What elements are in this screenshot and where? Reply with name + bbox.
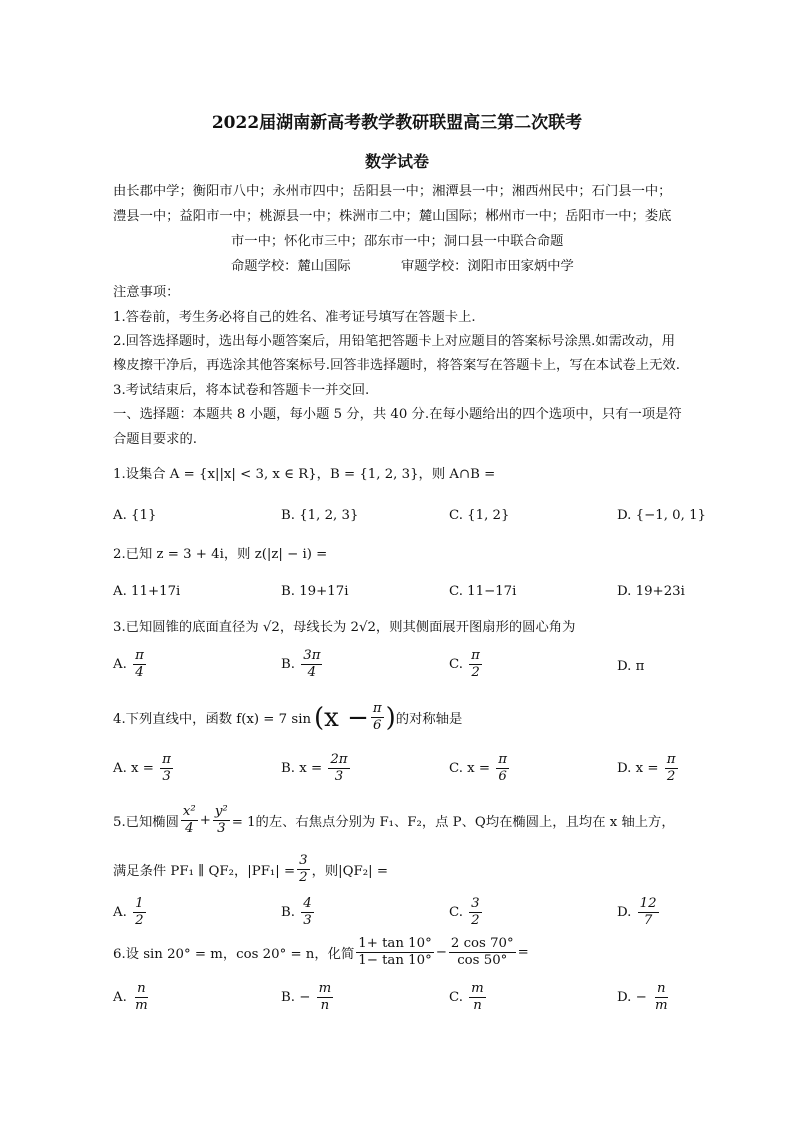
denominator: 3 <box>303 913 312 928</box>
q4-option-c <box>449 752 511 785</box>
fraction <box>160 752 173 785</box>
numerator: 3 <box>299 853 308 868</box>
numerator: π <box>162 752 171 767</box>
option-label: B. <box>281 905 295 920</box>
q5-stem-pre: 5.已知椭圆 <box>113 815 179 830</box>
q4-stem-pre: 4.下列直线中，函数 f(x) = 7 sin <box>113 712 312 727</box>
denominator: n <box>320 998 330 1013</box>
fraction <box>469 648 482 681</box>
numerator: 12 <box>639 896 657 911</box>
proposer-school: 命题学校：麓山国际 <box>231 259 351 274</box>
option-label: A. <box>113 657 127 672</box>
denominator: 6 <box>373 718 382 733</box>
denominator: 2 <box>471 913 480 928</box>
fraction <box>638 896 659 929</box>
denominator: 7 <box>643 913 653 928</box>
q2-option-d: D. 19+23i <box>617 584 685 599</box>
option-label: B. x = <box>281 761 323 776</box>
denominator: 2 <box>299 870 308 885</box>
fraction <box>181 804 198 837</box>
q5-option-d <box>617 896 661 929</box>
q1-stem: 1.设集合 A = {x||x| < 3, x ∈ R}，B = {1, 2, 3}，则 A∩B = <box>113 467 496 482</box>
fraction <box>469 896 481 929</box>
option-label: D. x = <box>617 761 659 776</box>
fraction <box>371 701 384 734</box>
q2-option-c: C. 11−17i <box>449 584 517 599</box>
fraction <box>213 804 230 837</box>
numerator: 3 <box>471 896 480 911</box>
option-label: C. <box>449 905 463 920</box>
section-1-line-2: 合题目要求的. <box>113 432 198 447</box>
q5-option-a <box>113 896 148 929</box>
schools-line-1: 由长郡中学；衡阳市八中；永州市四中；岳阳县一中；湘潭县一中；湘西州民中；石门县一中； <box>113 184 672 199</box>
denominator: 4 <box>135 665 144 680</box>
fraction <box>653 981 670 1014</box>
q6-option-c <box>449 981 488 1014</box>
q4-stem-paren-open: (x − <box>314 702 369 733</box>
q1-option-c: C. {1, 2} <box>449 508 510 523</box>
numerator: x² <box>182 804 196 819</box>
option-label: D. − <box>617 990 647 1005</box>
fraction <box>469 981 486 1014</box>
fraction <box>297 853 309 886</box>
option-label: C. x = <box>449 761 491 776</box>
denominator: 3 <box>162 769 171 784</box>
fraction <box>301 896 313 929</box>
denominator: 4 <box>307 665 317 680</box>
q4-stem <box>113 701 462 734</box>
option-label: A. <box>113 990 127 1005</box>
reviewer-school: 审题学校：浏阳市田家炳中学 <box>401 259 574 274</box>
numerator: π <box>498 752 508 767</box>
denominator: cos 50° <box>457 953 508 968</box>
q2-option-a: A. 11+17i <box>113 584 181 599</box>
numerator: 4 <box>303 896 312 911</box>
section-1-line-1: 一、选择题：本题共 8 小题，每小题 5 分，共 40 分.在每小题给出的四个选项中，只有一项是符 <box>113 407 682 422</box>
denominator: 4 <box>185 821 194 836</box>
q6-stem-pre: 6.设 sin 20° = m，cos 20° = n，化简 <box>113 947 355 962</box>
exam-subtitle: 数学试卷 <box>364 152 429 171</box>
q3-option-d: D. π <box>617 659 645 674</box>
q1-option-b: B. {1, 2, 3} <box>281 508 359 523</box>
q5-option-c <box>449 896 484 929</box>
option-label: C. <box>449 990 463 1005</box>
numerator: n <box>137 981 146 996</box>
q6-stem <box>113 936 529 969</box>
q3-option-c <box>449 648 484 681</box>
q6-option-d <box>617 981 672 1014</box>
denominator: 3 <box>217 821 226 836</box>
fraction <box>665 752 678 785</box>
q4-option-a <box>113 752 175 785</box>
denominator: 1− tan 10° <box>358 953 432 968</box>
option-label: B. <box>281 657 295 672</box>
numerator: π <box>135 648 144 663</box>
numerator: n <box>657 981 666 996</box>
numerator: 1+ tan 10° <box>358 936 432 951</box>
fraction <box>301 648 322 681</box>
equals-sign: = <box>517 945 529 960</box>
option-label: C. <box>449 657 463 672</box>
q4-option-b <box>281 752 352 785</box>
schools-line-2: 澧县一中；益阳市一中；桃源县一中；株洲市二中；麓山国际；郴州市一中；岳阳市一中；娄底 <box>113 209 672 224</box>
fraction <box>133 648 146 681</box>
fraction <box>356 936 433 969</box>
fraction <box>317 981 334 1014</box>
q5-line2-pre: 满足条件 PF₁ ∥ QF₂，|PF₁| = <box>113 864 296 879</box>
numerator: π <box>372 701 382 716</box>
option-label: B. − <box>281 990 311 1005</box>
schools-line-3: 市一中；怀化市三中；邵东市一中；洞口县一中联合命题 <box>231 234 564 249</box>
denominator: m <box>135 998 148 1013</box>
denominator: m <box>655 998 668 1013</box>
fraction <box>133 981 150 1014</box>
note-2-line-2: 橡皮擦干净后，再选涂其他答案标号.回答非选择题时，将答案写在答题卡上，写在本试卷上无效. <box>113 358 680 373</box>
q5-stem-post: = 1的左、右焦点分别为 F₁、F₂，点 P、Q均在椭圆上，且均在 x 轴上方， <box>231 815 675 830</box>
q3-stem: 3.已知圆锥的底面直径为 √2，母线长为 2√2，则其侧面展开图扇形的圆心角为 <box>113 620 576 635</box>
numerator: y² <box>214 804 228 819</box>
q4-option-d <box>617 752 680 785</box>
q4-stem-post: 的对称轴是 <box>395 712 463 727</box>
q6-option-a <box>113 981 152 1014</box>
q6-option-b <box>281 981 335 1014</box>
q5-stem-line-2 <box>113 853 388 886</box>
minus-sign: − <box>435 945 447 960</box>
q5-line2-post: ，则|QF₂| = <box>311 864 388 879</box>
denominator: 2 <box>666 769 676 784</box>
numerator: 2π <box>330 752 348 767</box>
denominator: n <box>473 998 482 1013</box>
denominator: 2 <box>471 665 480 680</box>
fraction <box>328 752 349 785</box>
denominator: 3 <box>334 769 344 784</box>
option-label: D. <box>617 905 632 920</box>
q1-option-d: D. {−1, 0, 1} <box>617 508 706 523</box>
fraction <box>133 896 145 929</box>
option-label: A. <box>113 905 127 920</box>
exam-title: 2022届湖南新高考教学教研联盟高三第二次联考 <box>211 113 583 133</box>
q3-option-a <box>113 648 148 681</box>
q2-option-b: B. 19+17i <box>281 584 349 599</box>
numerator: m <box>471 981 484 996</box>
numerator: π <box>666 752 676 767</box>
note-1: 1.答卷前，考生务必将自己的姓名、准考证号填写在答题卡上. <box>113 310 476 325</box>
numerator: 3π <box>303 648 321 663</box>
plus-sign: + <box>199 813 211 828</box>
option-label: A. x = <box>113 761 154 776</box>
q3-option-b <box>281 648 324 681</box>
fraction <box>449 936 516 969</box>
q5-option-b <box>281 896 316 929</box>
denominator: 2 <box>135 913 144 928</box>
q5-stem-line-1 <box>113 804 675 837</box>
note-2-line-1: 2.回答选择题时，选出每小题答案后，用铅笔把答题卡上对应题目的答案标号涂黑.如需改动，用 <box>113 334 676 349</box>
note-3: 3.考试结束后，将本试卷和答题卡一并交回. <box>113 383 370 398</box>
q4-stem-paren-close: ) <box>385 702 396 733</box>
numerator: m <box>318 981 332 996</box>
fraction <box>496 752 509 785</box>
q1-option-a: A. {1} <box>113 508 157 523</box>
notes-heading: 注意事项： <box>113 285 180 300</box>
numerator: 1 <box>135 896 144 911</box>
q2-stem: 2.已知 z = 3 + 4i，则 z(|z| − i) = <box>113 547 328 562</box>
numerator: π <box>471 648 480 663</box>
numerator: 2 cos 70° <box>450 936 514 951</box>
denominator: 6 <box>498 769 507 784</box>
